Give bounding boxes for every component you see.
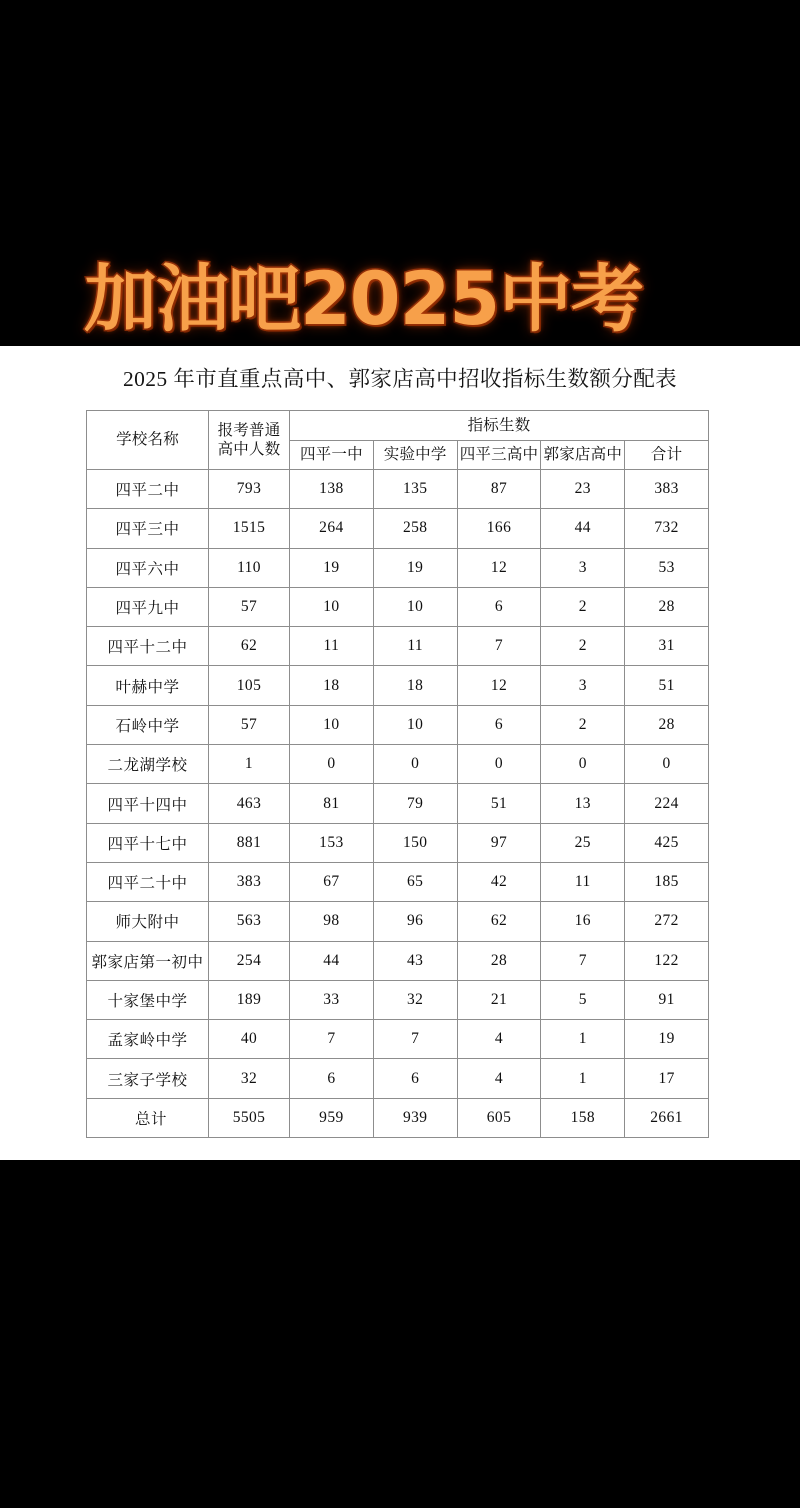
cell-apply-count: 463 — [209, 784, 290, 823]
cell-quota-siping-no1: 153 — [290, 823, 374, 862]
cell-quota-siping-no1: 264 — [290, 509, 374, 548]
cell-quota-experimental: 6 — [373, 1059, 457, 1098]
cell-apply-count: 254 — [209, 941, 290, 980]
cell-total-quota-siping-no1: 959 — [290, 1098, 374, 1137]
cell-apply-count: 793 — [209, 470, 290, 509]
cell-quota-subtotal: 53 — [625, 548, 709, 587]
col-header-subtotal: 合计 — [625, 441, 709, 470]
cell-quota-siping-no1: 0 — [290, 745, 374, 784]
cell-quota-siping-no3: 12 — [457, 548, 541, 587]
col-header-apply-line2: 高中人数 — [217, 441, 281, 458]
cell-quota-experimental: 79 — [373, 784, 457, 823]
cell-school-name: 三家子学校 — [87, 1059, 209, 1098]
table-row — [87, 587, 709, 626]
cell-quota-siping-no1: 18 — [290, 666, 374, 705]
cell-quota-siping-no1: 81 — [290, 784, 374, 823]
cell-quota-siping-no3: 4 — [457, 1020, 541, 1059]
cell-quota-experimental: 18 — [373, 666, 457, 705]
cell-quota-guojiadian: 44 — [541, 509, 625, 548]
cell-quota-siping-no3: 4 — [457, 1059, 541, 1098]
cell-quota-guojiadian: 2 — [541, 705, 625, 744]
col-header-school: 学校名称 — [87, 411, 209, 470]
cell-apply-count: 189 — [209, 980, 290, 1019]
table-row — [87, 470, 709, 509]
cell-quota-experimental: 19 — [373, 548, 457, 587]
col-header-apply — [209, 411, 290, 470]
cell-quota-siping-no3: 51 — [457, 784, 541, 823]
cell-quota-subtotal: 28 — [625, 705, 709, 744]
table-row — [87, 627, 709, 666]
cell-quota-subtotal: 19 — [625, 1020, 709, 1059]
cell-quota-guojiadian: 13 — [541, 784, 625, 823]
cell-apply-count: 105 — [209, 666, 290, 705]
cell-quota-siping-no1: 33 — [290, 980, 374, 1019]
cell-quota-siping-no1: 138 — [290, 470, 374, 509]
cell-quota-guojiadian: 1 — [541, 1059, 625, 1098]
col-header-apply-line1: 报考普通 — [217, 421, 281, 439]
cell-apply-count: 383 — [209, 862, 290, 901]
cell-apply-count: 563 — [209, 902, 290, 941]
cell-quota-siping-no1: 10 — [290, 705, 374, 744]
cell-quota-experimental: 10 — [373, 705, 457, 744]
cell-quota-siping-no1: 10 — [290, 587, 374, 626]
cell-quota-guojiadian: 16 — [541, 902, 625, 941]
cell-quota-siping-no3: 97 — [457, 823, 541, 862]
cell-school-name: 十家堡中学 — [87, 980, 209, 1019]
cell-quota-guojiadian: 11 — [541, 862, 625, 901]
cell-quota-subtotal: 51 — [625, 666, 709, 705]
table-row — [87, 548, 709, 587]
cell-quota-subtotal: 17 — [625, 1059, 709, 1098]
cell-quota-siping-no1: 67 — [290, 862, 374, 901]
cell-quota-experimental: 10 — [373, 587, 457, 626]
cell-apply-count: 40 — [209, 1020, 290, 1059]
header-row-top — [87, 411, 709, 441]
table-row — [87, 745, 709, 784]
table-row — [87, 862, 709, 901]
cell-quota-experimental: 43 — [373, 941, 457, 980]
cell-quota-siping-no3: 0 — [457, 745, 541, 784]
table-total-row — [87, 1098, 709, 1137]
cell-school-name: 孟家岭中学 — [87, 1020, 209, 1059]
cell-quota-siping-no3: 28 — [457, 941, 541, 980]
table-row — [87, 1020, 709, 1059]
cell-apply-count: 32 — [209, 1059, 290, 1098]
cell-apply-count: 1 — [209, 745, 290, 784]
cell-quota-guojiadian: 2 — [541, 627, 625, 666]
table-row — [87, 823, 709, 862]
cell-total-quota-siping-no3: 605 — [457, 1098, 541, 1137]
cell-quota-siping-no3: 21 — [457, 980, 541, 1019]
table-head — [87, 411, 709, 470]
cell-quota-guojiadian: 3 — [541, 666, 625, 705]
cell-quota-experimental: 32 — [373, 980, 457, 1019]
cell-quota-subtotal: 425 — [625, 823, 709, 862]
cell-quota-experimental: 65 — [373, 862, 457, 901]
table-row — [87, 941, 709, 980]
cell-quota-guojiadian: 1 — [541, 1020, 625, 1059]
col-header-siping-no3: 四平三高中 — [457, 441, 541, 470]
hero-title: 加油吧2025中考 — [84, 257, 644, 342]
cell-quota-guojiadian: 3 — [541, 548, 625, 587]
cell-quota-experimental: 0 — [373, 745, 457, 784]
cell-quota-siping-no3: 6 — [457, 705, 541, 744]
cell-school-name: 四平十四中 — [87, 784, 209, 823]
cell-quota-experimental: 258 — [373, 509, 457, 548]
document-sheet — [0, 346, 800, 1160]
cell-quota-experimental: 11 — [373, 627, 457, 666]
cell-quota-guojiadian: 0 — [541, 745, 625, 784]
table-row — [87, 902, 709, 941]
table-row — [87, 509, 709, 548]
table-body — [87, 470, 709, 1138]
table-row — [87, 1059, 709, 1098]
cell-quota-siping-no3: 42 — [457, 862, 541, 901]
cell-apply-count: 62 — [209, 627, 290, 666]
cell-quota-siping-no3: 166 — [457, 509, 541, 548]
cell-quota-guojiadian: 5 — [541, 980, 625, 1019]
cell-quota-experimental: 150 — [373, 823, 457, 862]
col-header-experimental: 实验中学 — [373, 441, 457, 470]
cell-quota-subtotal: 0 — [625, 745, 709, 784]
cell-total-quota-experimental: 939 — [373, 1098, 457, 1137]
cell-quota-subtotal: 224 — [625, 784, 709, 823]
col-header-guojiadian: 郭家店高中 — [541, 441, 625, 470]
cell-quota-experimental: 135 — [373, 470, 457, 509]
cell-quota-subtotal: 185 — [625, 862, 709, 901]
cell-quota-guojiadian: 25 — [541, 823, 625, 862]
cell-quota-siping-no1: 6 — [290, 1059, 374, 1098]
cell-quota-siping-no1: 11 — [290, 627, 374, 666]
cell-apply-count: 1515 — [209, 509, 290, 548]
cell-school-name: 郭家店第一初中 — [87, 941, 209, 980]
allocation-table — [86, 410, 709, 1138]
cell-total-quota-subtotal: 2661 — [625, 1098, 709, 1137]
cell-quota-experimental: 96 — [373, 902, 457, 941]
cell-school-name: 师大附中 — [87, 902, 209, 941]
cell-quota-subtotal: 272 — [625, 902, 709, 941]
cell-school-name: 四平二十中 — [87, 862, 209, 901]
cell-quota-siping-no1: 7 — [290, 1020, 374, 1059]
cell-quota-subtotal: 31 — [625, 627, 709, 666]
cell-quota-guojiadian: 23 — [541, 470, 625, 509]
cell-quota-subtotal: 28 — [625, 587, 709, 626]
cell-school-name: 四平三中 — [87, 509, 209, 548]
cell-quota-siping-no3: 87 — [457, 470, 541, 509]
cell-apply-count: 57 — [209, 705, 290, 744]
cell-quota-siping-no3: 7 — [457, 627, 541, 666]
cell-school-name: 二龙湖学校 — [87, 745, 209, 784]
table-row — [87, 784, 709, 823]
cell-quota-subtotal: 383 — [625, 470, 709, 509]
cell-quota-subtotal: 732 — [625, 509, 709, 548]
cell-quota-guojiadian: 2 — [541, 587, 625, 626]
cell-school-name: 四平十七中 — [87, 823, 209, 862]
cell-total-apply-count: 5505 — [209, 1098, 290, 1137]
cell-apply-count: 110 — [209, 548, 290, 587]
cell-quota-subtotal: 91 — [625, 980, 709, 1019]
cell-quota-siping-no3: 62 — [457, 902, 541, 941]
cell-school-name: 四平十二中 — [87, 627, 209, 666]
table-row — [87, 705, 709, 744]
cell-school-name: 四平六中 — [87, 548, 209, 587]
bottom-letterbox-band — [0, 1160, 800, 1508]
cell-quota-siping-no3: 6 — [457, 587, 541, 626]
cell-total-label: 总计 — [87, 1098, 209, 1137]
cell-apply-count: 57 — [209, 587, 290, 626]
cell-quota-siping-no3: 12 — [457, 666, 541, 705]
table-row — [87, 666, 709, 705]
cell-quota-subtotal: 122 — [625, 941, 709, 980]
cell-school-name: 石岭中学 — [87, 705, 209, 744]
cell-apply-count: 881 — [209, 823, 290, 862]
col-header-group-quota: 指标生数 — [290, 411, 709, 441]
cell-school-name: 四平九中 — [87, 587, 209, 626]
col-header-siping-no1: 四平一中 — [290, 441, 374, 470]
cell-quota-siping-no1: 98 — [290, 902, 374, 941]
cell-total-quota-guojiadian: 158 — [541, 1098, 625, 1137]
cell-quota-guojiadian: 7 — [541, 941, 625, 980]
cell-quota-siping-no1: 44 — [290, 941, 374, 980]
cell-quota-experimental: 7 — [373, 1020, 457, 1059]
cell-school-name: 叶赫中学 — [87, 666, 209, 705]
cell-school-name: 四平二中 — [87, 470, 209, 509]
table-caption: 2025 年市直重点高中、郭家店高中招收指标生数额分配表 — [122, 367, 678, 391]
cell-quota-siping-no1: 19 — [290, 548, 374, 587]
table-row — [87, 980, 709, 1019]
